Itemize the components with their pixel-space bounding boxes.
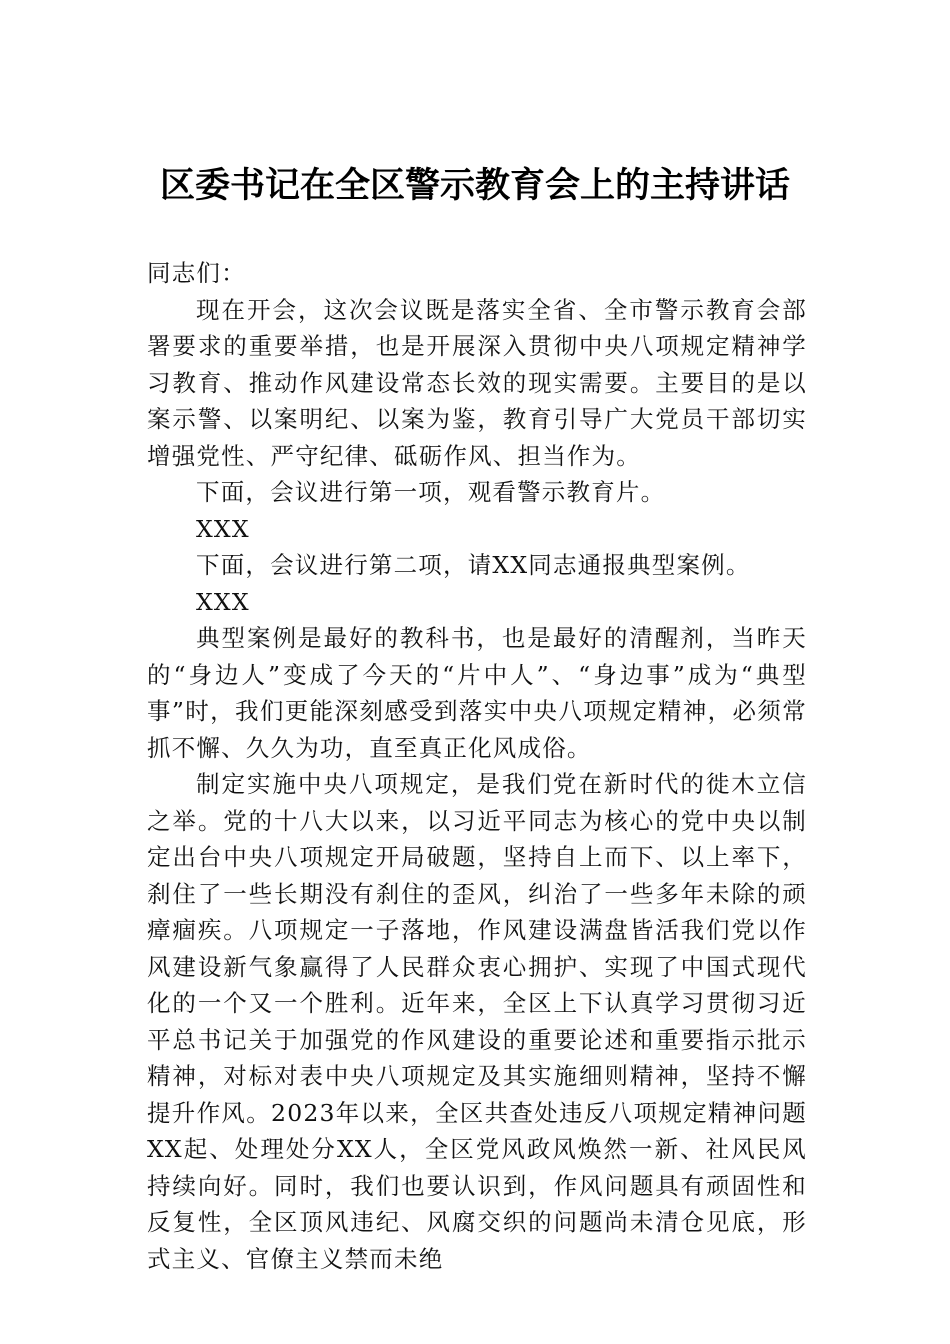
paragraph-placeholder-one: XXX [196, 514, 250, 543]
paragraph-placeholder-two: XXX [196, 587, 250, 616]
paragraph-item-one: 下面，会议进行第一项，观看警示教育片。 [196, 478, 666, 506]
paragraph-item-two: 下面，会议进行第二项，请XX同志通报典型案例。 [196, 551, 751, 579]
document-title: 区委书记在全区警示教育会上的主持讲话 [159, 165, 790, 206]
salutation: 同志们： [147, 259, 246, 287]
document-body [147, 255, 807, 1277]
paragraph-opening: 现在开会，这次会议既是落实全省、全市警示教育会部署要求的重要举措，也是开展深入贯彻中央八项规定精神学习教育、推动作风建设常态长效的现实需要。主要目的是以案示警、以案明纪、以案为鉴，教育引导广大党员干部切实增强党性、严守纪律、砥砺作风、担当作为。 [147, 295, 807, 470]
paragraph-typical-cases: 典型案例是最好的教科书，也是最好的清醒剂，当昨天的“身边人”变成了今天的“片中人”、“身边事”成为“典型事”时，我们更能深刻感受到落实中央八项规定精神，必须常抓不懈、久久为功，直至真正化风成俗。 [147, 624, 807, 762]
paragraph-eight-rules: 制定实施中央八项规定，是我们党在新时代的徙木立信之举。党的十八大以来，以习近平同志为核心的党中央以制定出台中央八项规定开局破题，坚持自上而下、以上率下，刹住了一些长期没有刹住的歪风，纠治了一些多年未除的顽瘴痼疾。八项规定一子落地，作风建设满盘皆活我们党以作风建设新气象赢得了人民群众衷心拥护、实现了中国式现代化的一个又一个胜利。近年来，全区上下认真学习贯彻习近平总书记关于加强党的作风建设的重要论述和重要指示批示精神，对标对表中央八项规定及其实施细则精神，坚持不懈提升作风。2023年以来，全区共查处违反八项规定精神问题XX起、处理处分XX人，全区党风政风焕然一新、社风民风持续向好。同时，我们也要认识到，作风问题具有顽固性和反复性，全区顶风违纪、风腐交织的问题尚未清仓见底，形式主义、官僚主义禁而未绝 [147, 770, 807, 1273]
